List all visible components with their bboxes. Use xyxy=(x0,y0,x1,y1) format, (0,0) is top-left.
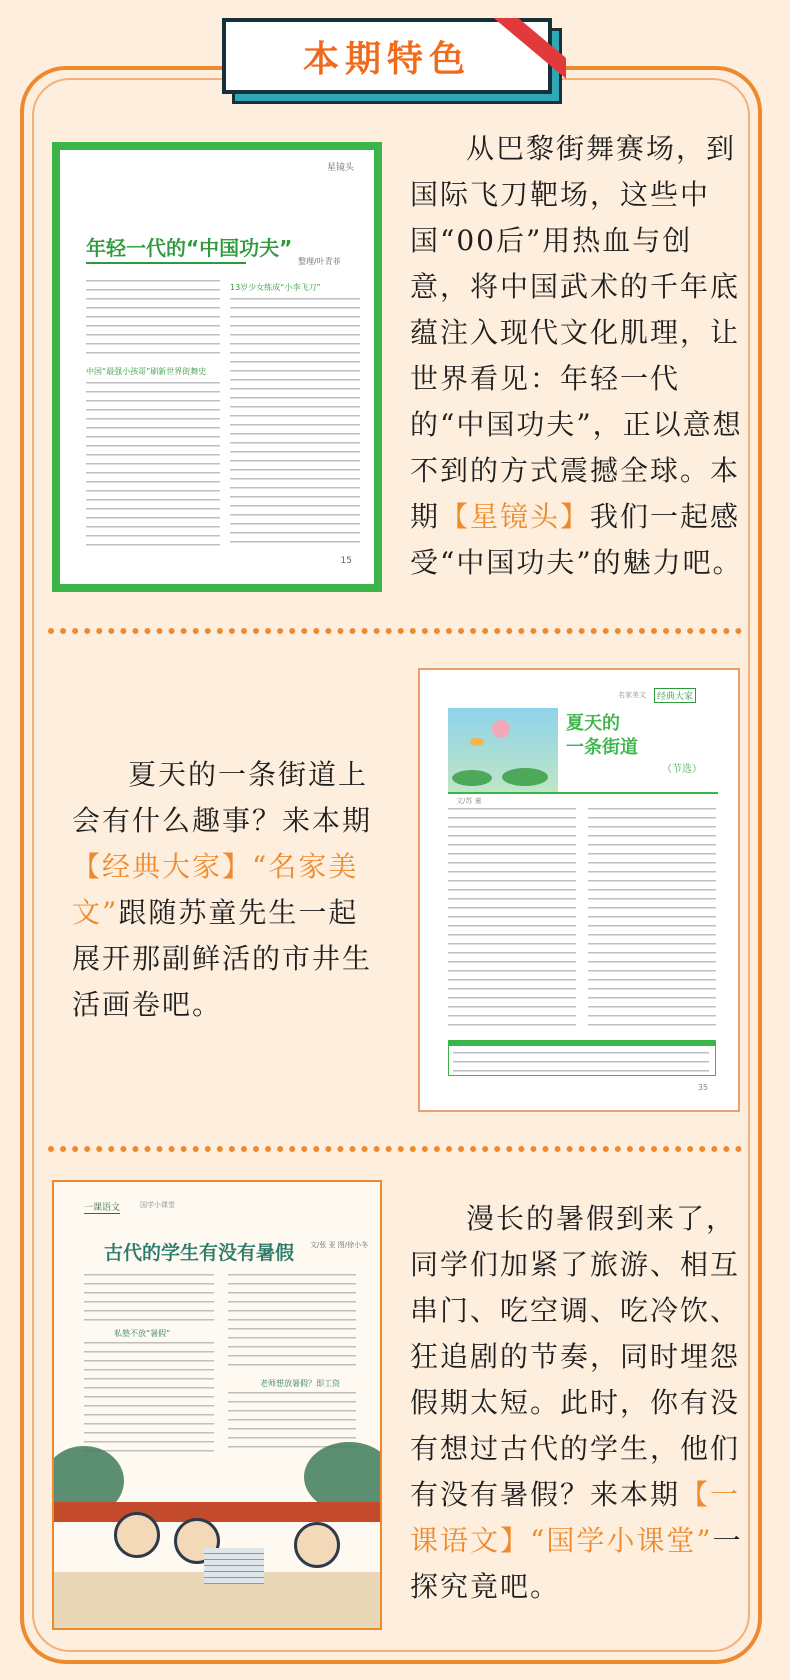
page-number: 15 xyxy=(340,556,352,566)
appreciation-label: 散文赏析： xyxy=(452,1033,487,1041)
lotus-pond-illustration xyxy=(448,708,558,792)
dotted-divider xyxy=(48,628,742,634)
article-banner xyxy=(448,708,718,794)
article-headline: 夏天的 一条街道 xyxy=(566,713,638,758)
article-subhead: 私塾不放“暑假” xyxy=(114,1329,171,1338)
page-title: 本期特色 xyxy=(222,18,552,94)
article-subhead: 老师想放暑假？即工资 xyxy=(260,1379,340,1388)
section-star-lens-text: 从巴黎街舞赛场，到国际飞刀靶场，这些中国“00后”用热血与创意，将中国武术的千年底蕴注入现代文化肌理，让世界看见：年轻一代的“中国功夫”，正以意想不到的方式震撼全球。本期【星镜头】我们一起感受“中国功夫”的魅力吧。 xyxy=(410,132,743,579)
dotted-divider xyxy=(48,1146,742,1152)
magazine-page-chinese-lesson xyxy=(52,1180,382,1630)
section-chinese-lesson-text: 漫长的暑假到来了，同学们加紧了旅游、相互串门、吃空调、吃冷饮、狂追剧的节奏，同时埋怨假期太短。此时，你有没有想过古代的学生，他们有没有暑假？来本期【一课语文】“国学小课堂”一探究竟吧。 xyxy=(410,1202,743,1603)
section-classic-masters-text: 夏天的一条街道上会有什么趣事？来本期【经典大家】“名家美文”跟随苏童先生一起展开那副鲜活的市井生活画卷吧。 xyxy=(72,758,373,1021)
column-tag: 经典大家 xyxy=(654,688,696,703)
column-tag: 星镜头 xyxy=(326,163,354,173)
article-subhead: 13岁少女练成“小李飞刀” xyxy=(230,283,321,292)
column-logo: 一课语文 xyxy=(84,1200,120,1214)
article-author: 文/张 亚 图/徐小冬 xyxy=(310,1241,369,1249)
column-subtag: 名家美文 xyxy=(618,691,646,699)
article-author: 文/苏 童 xyxy=(456,797,482,805)
header-banner xyxy=(222,18,566,108)
page-number: 35 xyxy=(697,1083,708,1092)
magazine-page-classic-masters xyxy=(418,668,740,1112)
ribbon-decoration xyxy=(486,18,566,94)
article-author: 整理/叶青菲 xyxy=(298,257,341,266)
article-headline: 古代的学生有没有暑假 xyxy=(104,1242,295,1264)
article-subhead: 中国“最强小孩哥”刷新世界街舞史 xyxy=(86,367,207,376)
article-headline: 年轻一代的“中国功夫” xyxy=(86,236,293,260)
magazine-page-star-lens xyxy=(52,142,382,592)
excerpt-note: （节选） xyxy=(662,764,702,775)
column-subtag: 国学小课堂 xyxy=(140,1201,175,1209)
appreciation-box xyxy=(448,1040,716,1076)
ancient-students-illustration xyxy=(54,1452,380,1628)
